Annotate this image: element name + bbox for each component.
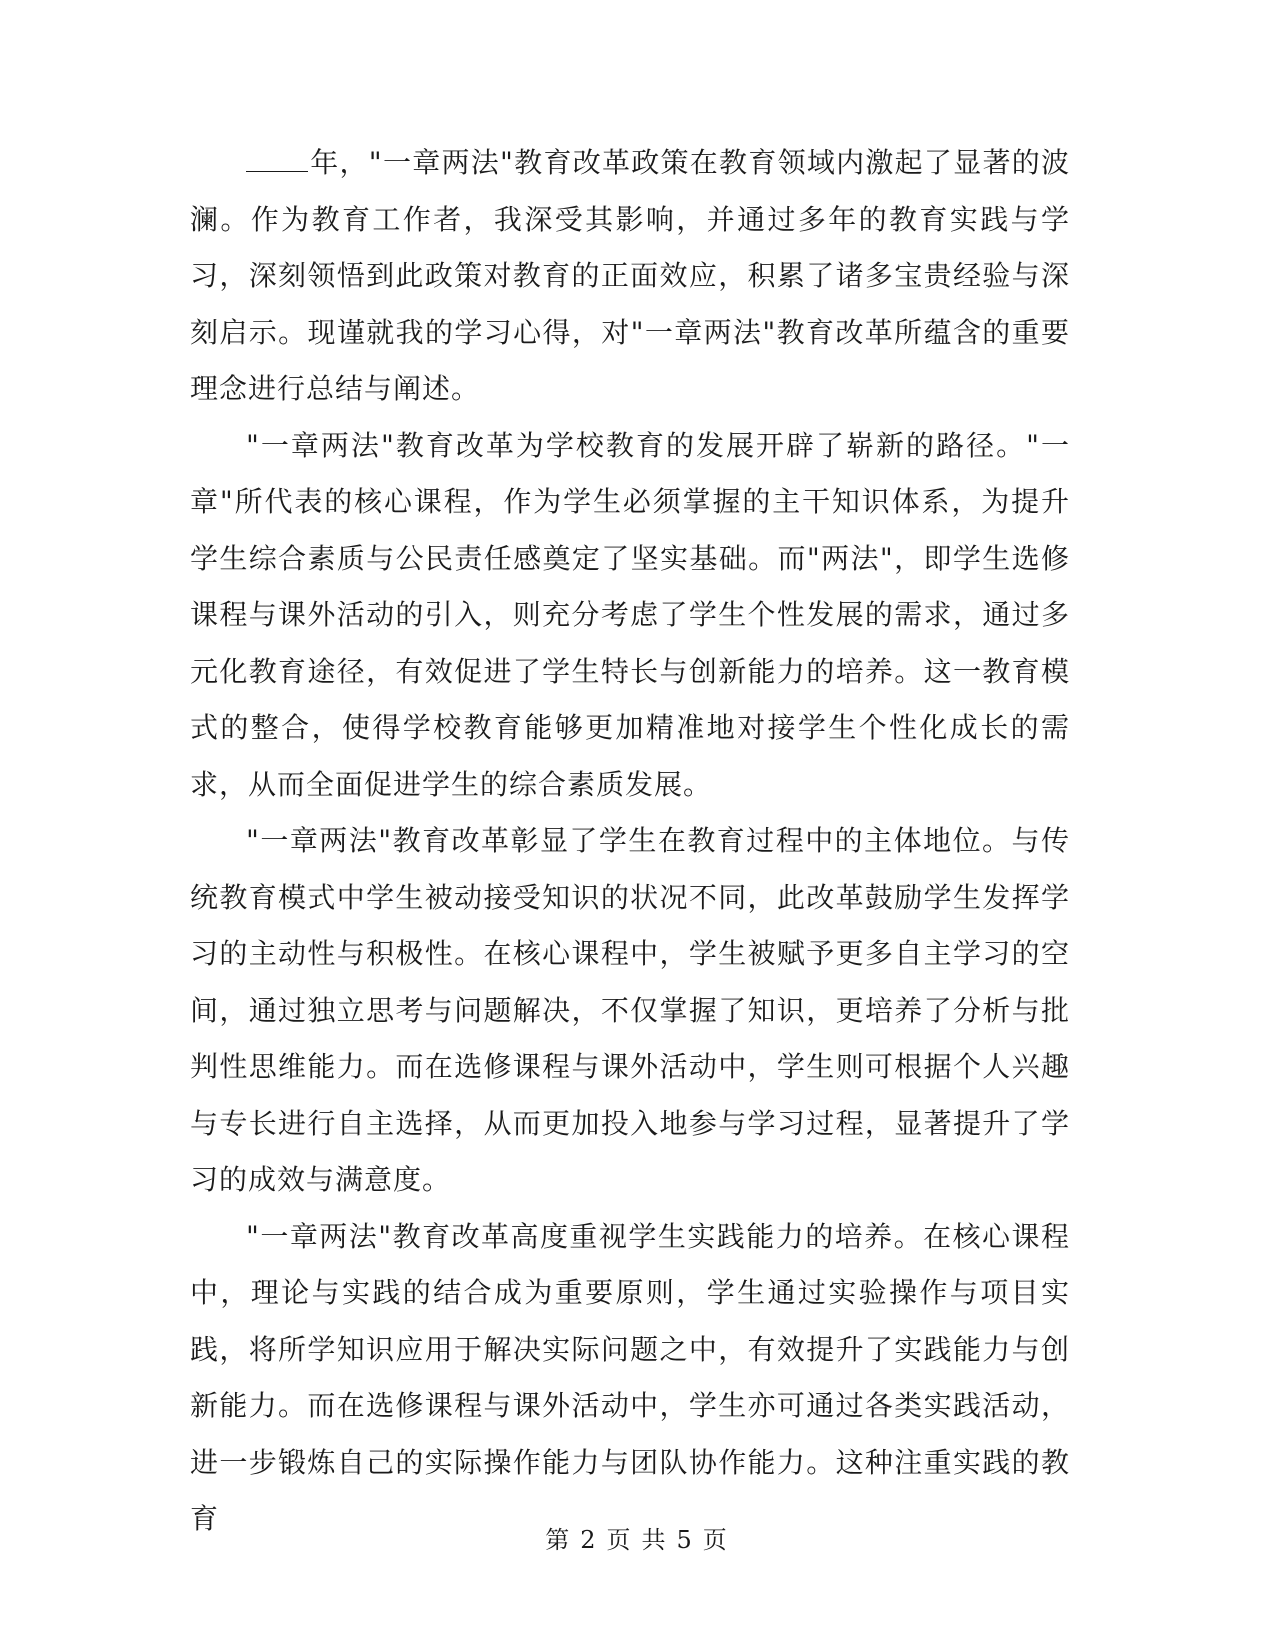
footer-total-prefix: 共 <box>641 1526 669 1554</box>
paragraph-1-text: 年，"一章两法"教育改革政策在教育领域内激起了显著的波澜。作为教育工作者，我深受其影响，并通过多年的教育实践与学习，深刻领悟到此政策对教育的正面效应，积累了诸多宝贵经验与深刻启示。现谨就我的学习心得，对"一章两法"教育改革所蕴含的重要理念进行总结与阐述。 <box>190 146 1070 405</box>
footer-current-page: 2 <box>580 1526 599 1554</box>
page-footer <box>0 1520 1275 1555</box>
paragraph-1 <box>190 135 1070 418</box>
paragraph-3 <box>190 813 1070 1209</box>
paragraph-4-text: "一章两法"教育改革高度重视学生实践能力的培养。在核心课程中，理论与实践的结合成为重要原则，学生通过实验操作与项目实践，将所学知识应用于解决实际问题之中，有效提升了实践能力与创新能力。而在选修课程与课外活动中，学生亦可通过各类实践活动，进一步锻炼自己的实际操作能力与团队协作能力。这种注重实践的教育 <box>190 1219 1070 1535</box>
fill-in-blank <box>246 151 308 172</box>
document-page <box>190 135 1070 1548</box>
footer-total-pages: 5 <box>676 1526 695 1554</box>
paragraph-2 <box>190 418 1070 814</box>
footer-total-label: 页 <box>702 1526 730 1554</box>
paragraph-3-text: "一章两法"教育改革彰显了学生在教育过程中的主体地位。与传统教育模式中学生被动接受知识的状况不同，此改革鼓励学生发挥学习的主动性与积极性。在核心课程中，学生被赋予更多自主学习的空间，通过独立思考与问题解决，不仅掌握了知识，更培养了分析与批判性思维能力。而在选修课程与课外活动中，学生则可根据个人兴趣与专长进行自主选择，从而更加投入地参与学习过程，显著提升了学习的成效与满意度。 <box>190 824 1070 1196</box>
paragraph-4 <box>190 1209 1070 1548</box>
paragraph-2-text: "一章两法"教育改革为学校教育的发展开辟了崭新的路径。"一章"所代表的核心课程，作为学生必须掌握的主干知识体系，为提升学生综合素质与公民责任感奠定了坚实基础。而"两法"，即学生选修课程与课外活动的引入，则充分考虑了学生个性发展的需求，通过多元化教育途径，有效促进了学生特长与创新能力的培养。这一教育模式的整合，使得学校教育能够更加精准地对接学生个性化成长的需求，从而全面促进学生的综合素质发展。 <box>190 428 1070 801</box>
footer-page-label: 页 <box>606 1526 634 1554</box>
footer-prefix: 第 <box>545 1526 573 1554</box>
